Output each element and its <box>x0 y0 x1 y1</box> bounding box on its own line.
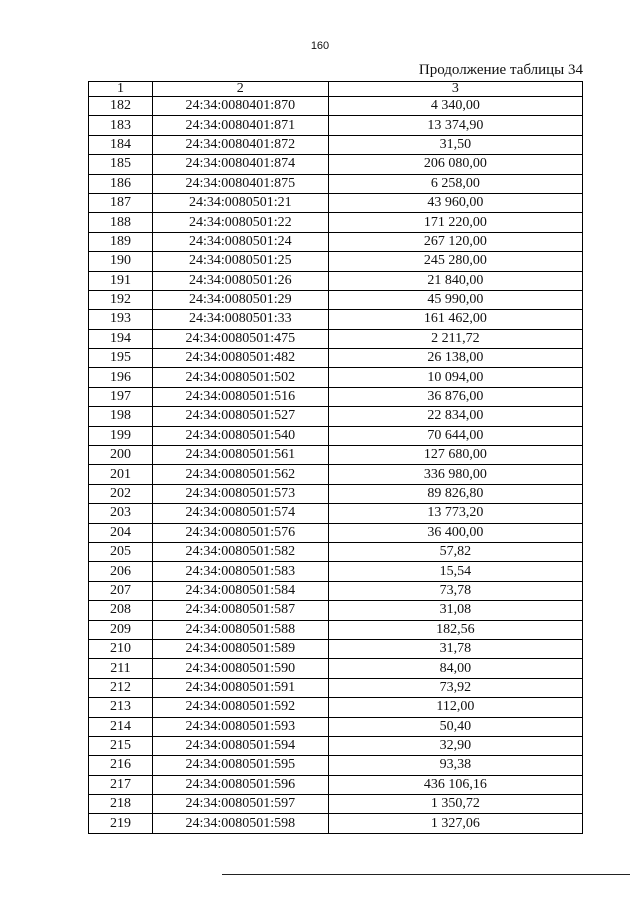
value-cell: 57,82 <box>328 542 582 561</box>
row-number-cell: 183 <box>89 116 153 135</box>
cadastral-number-cell: 24:34:0080501:25 <box>152 252 328 271</box>
cadastral-number-cell: 24:34:0080501:576 <box>152 523 328 542</box>
value-cell: 436 106,16 <box>328 775 582 794</box>
value-cell: 1 350,72 <box>328 795 582 814</box>
value-cell: 112,00 <box>328 698 582 717</box>
table-row <box>89 523 583 542</box>
row-number-cell: 194 <box>89 329 153 348</box>
value-cell: 2 211,72 <box>328 329 582 348</box>
row-number-cell: 211 <box>89 659 153 678</box>
row-number-cell: 202 <box>89 484 153 503</box>
row-number-cell: 184 <box>89 135 153 154</box>
cadastral-number-cell: 24:34:0080401:870 <box>152 97 328 116</box>
table-row <box>89 620 583 639</box>
cadastral-number-cell: 24:34:0080501:588 <box>152 620 328 639</box>
cadastral-number-cell: 24:34:0080501:475 <box>152 329 328 348</box>
row-number-cell: 187 <box>89 193 153 212</box>
value-cell: 36 876,00 <box>328 387 582 406</box>
value-cell: 73,78 <box>328 581 582 600</box>
row-number-cell: 185 <box>89 155 153 174</box>
value-cell: 84,00 <box>328 659 582 678</box>
cadastral-number-cell: 24:34:0080401:874 <box>152 155 328 174</box>
cadastral-number-cell: 24:34:0080401:875 <box>152 174 328 193</box>
value-cell: 171 220,00 <box>328 213 582 232</box>
value-cell: 89 826,80 <box>328 484 582 503</box>
cadastral-number-cell: 24:34:0080501:516 <box>152 387 328 406</box>
column-header: 1 <box>89 82 153 97</box>
row-number-cell: 190 <box>89 252 153 271</box>
cadastral-number-cell: 24:34:0080501:594 <box>152 736 328 755</box>
row-number-cell: 219 <box>89 814 153 833</box>
bottom-rule <box>222 874 630 875</box>
table-row <box>89 387 583 406</box>
cadastral-number-cell: 24:34:0080501:595 <box>152 756 328 775</box>
cadastral-number-cell: 24:34:0080501:33 <box>152 310 328 329</box>
value-cell: 73,92 <box>328 678 582 697</box>
value-cell: 36 400,00 <box>328 523 582 542</box>
row-number-cell: 200 <box>89 446 153 465</box>
cadastral-number-cell: 24:34:0080501:482 <box>152 349 328 368</box>
table-row <box>89 542 583 561</box>
cadastral-number-cell: 24:34:0080501:583 <box>152 562 328 581</box>
table-row <box>89 446 583 465</box>
table-row <box>89 407 583 426</box>
cadastral-number-cell: 24:34:0080501:589 <box>152 639 328 658</box>
value-cell: 13 773,20 <box>328 504 582 523</box>
row-number-cell: 182 <box>89 97 153 116</box>
row-number-cell: 188 <box>89 213 153 232</box>
cadastral-number-cell: 24:34:0080401:872 <box>152 135 328 154</box>
table-row <box>89 135 583 154</box>
cadastral-number-cell: 24:34:0080501:527 <box>152 407 328 426</box>
table-row <box>89 717 583 736</box>
row-number-cell: 208 <box>89 601 153 620</box>
row-number-cell: 189 <box>89 232 153 251</box>
cadastral-number-cell: 24:34:0080501:591 <box>152 678 328 697</box>
table-row <box>89 155 583 174</box>
data-table <box>88 81 583 834</box>
row-number-cell: 197 <box>89 387 153 406</box>
value-cell: 93,38 <box>328 756 582 775</box>
column-header: 3 <box>328 82 582 97</box>
row-number-cell: 196 <box>89 368 153 387</box>
table-row <box>89 349 583 368</box>
value-cell: 31,78 <box>328 639 582 658</box>
cadastral-number-cell: 24:34:0080501:596 <box>152 775 328 794</box>
row-number-cell: 201 <box>89 465 153 484</box>
value-cell: 1 327,06 <box>328 814 582 833</box>
table-row <box>89 775 583 794</box>
row-number-cell: 205 <box>89 542 153 561</box>
table-row <box>89 193 583 212</box>
cadastral-number-cell: 24:34:0080501:24 <box>152 232 328 251</box>
value-cell: 50,40 <box>328 717 582 736</box>
cadastral-number-cell: 24:34:0080501:561 <box>152 446 328 465</box>
value-cell: 70 644,00 <box>328 426 582 445</box>
value-cell: 10 094,00 <box>328 368 582 387</box>
table-header-row <box>89 82 583 97</box>
table-continuation-label: Продолжение таблицы 34 <box>418 62 583 78</box>
row-number-cell: 210 <box>89 639 153 658</box>
table-row <box>89 562 583 581</box>
table-row <box>89 639 583 658</box>
row-number-cell: 209 <box>89 620 153 639</box>
row-number-cell: 214 <box>89 717 153 736</box>
table-row <box>89 290 583 309</box>
table-row <box>89 795 583 814</box>
row-number-cell: 215 <box>89 736 153 755</box>
value-cell: 161 462,00 <box>328 310 582 329</box>
row-number-cell: 186 <box>89 174 153 193</box>
table-row <box>89 465 583 484</box>
value-cell: 206 080,00 <box>328 155 582 174</box>
page-number: 160 <box>310 40 330 52</box>
value-cell: 336 980,00 <box>328 465 582 484</box>
cadastral-number-cell: 24:34:0080501:574 <box>152 504 328 523</box>
row-number-cell: 212 <box>89 678 153 697</box>
row-number-cell: 216 <box>89 756 153 775</box>
value-cell: 127 680,00 <box>328 446 582 465</box>
row-number-cell: 193 <box>89 310 153 329</box>
table-row <box>89 484 583 503</box>
value-cell: 182,56 <box>328 620 582 639</box>
value-cell: 15,54 <box>328 562 582 581</box>
table-row <box>89 659 583 678</box>
cadastral-number-cell: 24:34:0080401:871 <box>152 116 328 135</box>
table-row <box>89 271 583 290</box>
table-row <box>89 213 583 232</box>
table-row <box>89 368 583 387</box>
table-row <box>89 601 583 620</box>
cadastral-number-cell: 24:34:0080501:597 <box>152 795 328 814</box>
cadastral-number-cell: 24:34:0080501:582 <box>152 542 328 561</box>
value-cell: 245 280,00 <box>328 252 582 271</box>
cadastral-number-cell: 24:34:0080501:562 <box>152 465 328 484</box>
table-row <box>89 232 583 251</box>
value-cell: 22 834,00 <box>328 407 582 426</box>
table-body <box>89 97 583 834</box>
cadastral-number-cell: 24:34:0080501:29 <box>152 290 328 309</box>
table-row <box>89 174 583 193</box>
row-number-cell: 204 <box>89 523 153 542</box>
cadastral-number-cell: 24:34:0080501:584 <box>152 581 328 600</box>
cadastral-number-cell: 24:34:0080501:502 <box>152 368 328 387</box>
row-number-cell: 198 <box>89 407 153 426</box>
value-cell: 21 840,00 <box>328 271 582 290</box>
cadastral-number-cell: 24:34:0080501:598 <box>152 814 328 833</box>
cadastral-number-cell: 24:34:0080501:573 <box>152 484 328 503</box>
table-row <box>89 698 583 717</box>
row-number-cell: 213 <box>89 698 153 717</box>
cadastral-number-cell: 24:34:0080501:592 <box>152 698 328 717</box>
value-cell: 13 374,90 <box>328 116 582 135</box>
value-cell: 6 258,00 <box>328 174 582 193</box>
table-row <box>89 581 583 600</box>
cadastral-number-cell: 24:34:0080501:21 <box>152 193 328 212</box>
cadastral-number-cell: 24:34:0080501:26 <box>152 271 328 290</box>
cadastral-number-cell: 24:34:0080501:593 <box>152 717 328 736</box>
column-header: 2 <box>152 82 328 97</box>
value-cell: 26 138,00 <box>328 349 582 368</box>
table-row <box>89 116 583 135</box>
table-row <box>89 97 583 116</box>
row-number-cell: 199 <box>89 426 153 445</box>
row-number-cell: 206 <box>89 562 153 581</box>
value-cell: 32,90 <box>328 736 582 755</box>
row-number-cell: 217 <box>89 775 153 794</box>
table-row <box>89 504 583 523</box>
cadastral-number-cell: 24:34:0080501:22 <box>152 213 328 232</box>
row-number-cell: 218 <box>89 795 153 814</box>
table-row <box>89 756 583 775</box>
row-number-cell: 207 <box>89 581 153 600</box>
row-number-cell: 191 <box>89 271 153 290</box>
table-row <box>89 426 583 445</box>
value-cell: 43 960,00 <box>328 193 582 212</box>
cadastral-number-cell: 24:34:0080501:587 <box>152 601 328 620</box>
table-row <box>89 814 583 833</box>
value-cell: 4 340,00 <box>328 97 582 116</box>
table-row <box>89 310 583 329</box>
row-number-cell: 192 <box>89 290 153 309</box>
value-cell: 45 990,00 <box>328 290 582 309</box>
table-row <box>89 252 583 271</box>
value-cell: 267 120,00 <box>328 232 582 251</box>
value-cell: 31,50 <box>328 135 582 154</box>
cadastral-number-cell: 24:34:0080501:540 <box>152 426 328 445</box>
cadastral-number-cell: 24:34:0080501:590 <box>152 659 328 678</box>
value-cell: 31,08 <box>328 601 582 620</box>
table-row <box>89 329 583 348</box>
table-row <box>89 678 583 697</box>
table-row <box>89 736 583 755</box>
row-number-cell: 203 <box>89 504 153 523</box>
row-number-cell: 195 <box>89 349 153 368</box>
